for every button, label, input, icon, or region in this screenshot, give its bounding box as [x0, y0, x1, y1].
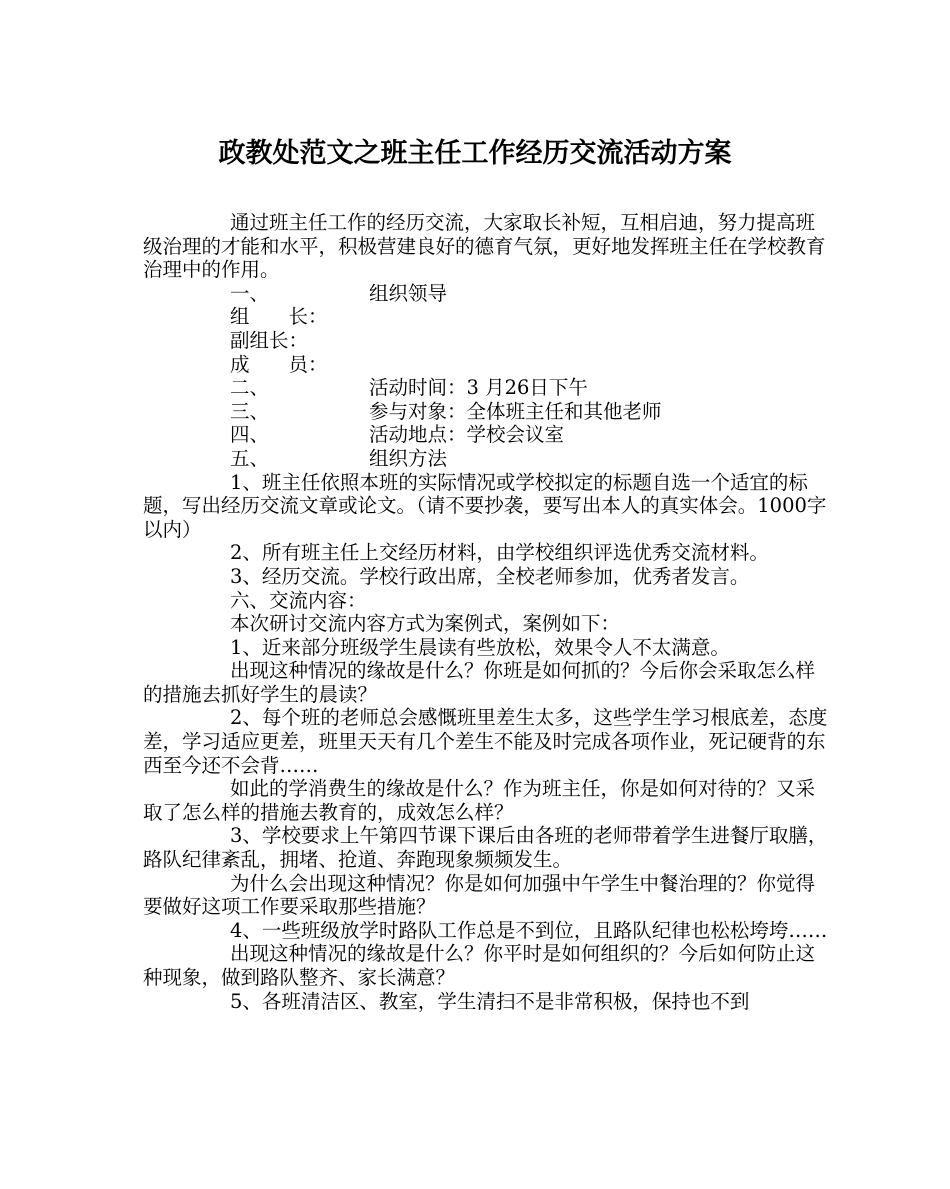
section-row: [230, 400, 833, 424]
case-paragraph: 4、一些班级放学时路队工作总是不到位，且路队纪律也松松垮垮……: [230, 918, 828, 942]
case-paragraph: 3、学校要求上午第四节课下课后由各班的老师带着学生进餐厅取膳，路队纪律紊乱，拥堵、抢道、奔跑现象频频发生。: [143, 824, 828, 872]
document-body: [143, 211, 833, 1013]
leader-line: 副组长：: [230, 328, 309, 352]
section-text: 组织领导: [369, 281, 448, 305]
leader-line: 组 长：: [230, 305, 328, 329]
method-paragraph: 3、经历交流。学校行政出席，全校老师参加，优秀者发言。: [230, 564, 750, 588]
case-paragraph: 1、近来部分班级学生晨读有些放松，效果令人不太满意。: [230, 635, 730, 659]
section-number: 三、: [230, 399, 270, 423]
exchange-intro: 本次研讨交流内容方式为案例式，案例如下：: [230, 612, 621, 636]
document-title: 政教处范文之班主任工作经历交流活动方案: [218, 138, 732, 169]
case-paragraph: 为什么会出现这种情况？你是如何加强中午学生中餐治理的？你觉得要做好这项工作要采取那些措施？: [143, 871, 816, 919]
section-number: 五、: [230, 446, 270, 470]
case-paragraph: 5、各班清洁区、教室，学生清扫不是非常积极，保持也不到: [230, 989, 750, 1013]
section-row: [230, 376, 833, 400]
leader-line: 成 员：: [230, 352, 328, 376]
section-number: 一、: [230, 281, 270, 305]
section-text: 组织方法: [369, 446, 448, 470]
section-text: 活动时间：3 月26日下午: [369, 376, 588, 400]
section-text: 参与对象：全体班主任和其他老师: [369, 399, 662, 423]
section-number: 四、: [230, 423, 270, 447]
case-paragraph: 如此的学消费生的缘故是什么？作为班主任，你是如何对待的？又采取了怎么样的措施去教育的，成效怎么样？: [143, 777, 816, 824]
section-row: [230, 447, 833, 471]
intro-paragraph: 通过班主任工作的经历交流，大家取长补短，互相启迪，努力提高班级治理的才能和水平，积极营建良好的德育气氛，更好地发挥班主任在学校教育治理中的作用。: [143, 211, 826, 282]
exchange-heading: 六、交流内容：: [230, 588, 367, 612]
section-number: 二、: [230, 376, 270, 400]
case-paragraph: 出现这种情况的缘故是什么？你平时是如何组织的？今后如何防止这种现象，做到路队整齐、家长满意？: [143, 942, 816, 989]
case-paragraph: 出现这种情况的缘故是什么？你班是如何抓的？今后你会采取怎么样的措施去抓好学生的晨读？: [143, 659, 816, 706]
method-paragraph: 2、所有班主任上交经历材料，由学校组织评选优秀交流材料。: [230, 541, 769, 565]
section-row: [230, 282, 833, 306]
section-row: [230, 423, 833, 447]
method-paragraph: 1、班主任依照本班的实际情况或学校拟定的标题自选一个适宜的标题，写出经历交流文章或论文。（请不要抄袭，要写出本人的真实体会。1000字以内）: [143, 470, 827, 541]
case-paragraph: 2、每个班的老师总会感慨班里差生太多，这些学生学习根底差，态度差，学习适应更差，班里天天有几个差生不能及时完成各项作业，死记硬背的东西至今还不会背……: [143, 706, 828, 777]
section-text: 活动地点：学校会议室: [369, 423, 565, 447]
